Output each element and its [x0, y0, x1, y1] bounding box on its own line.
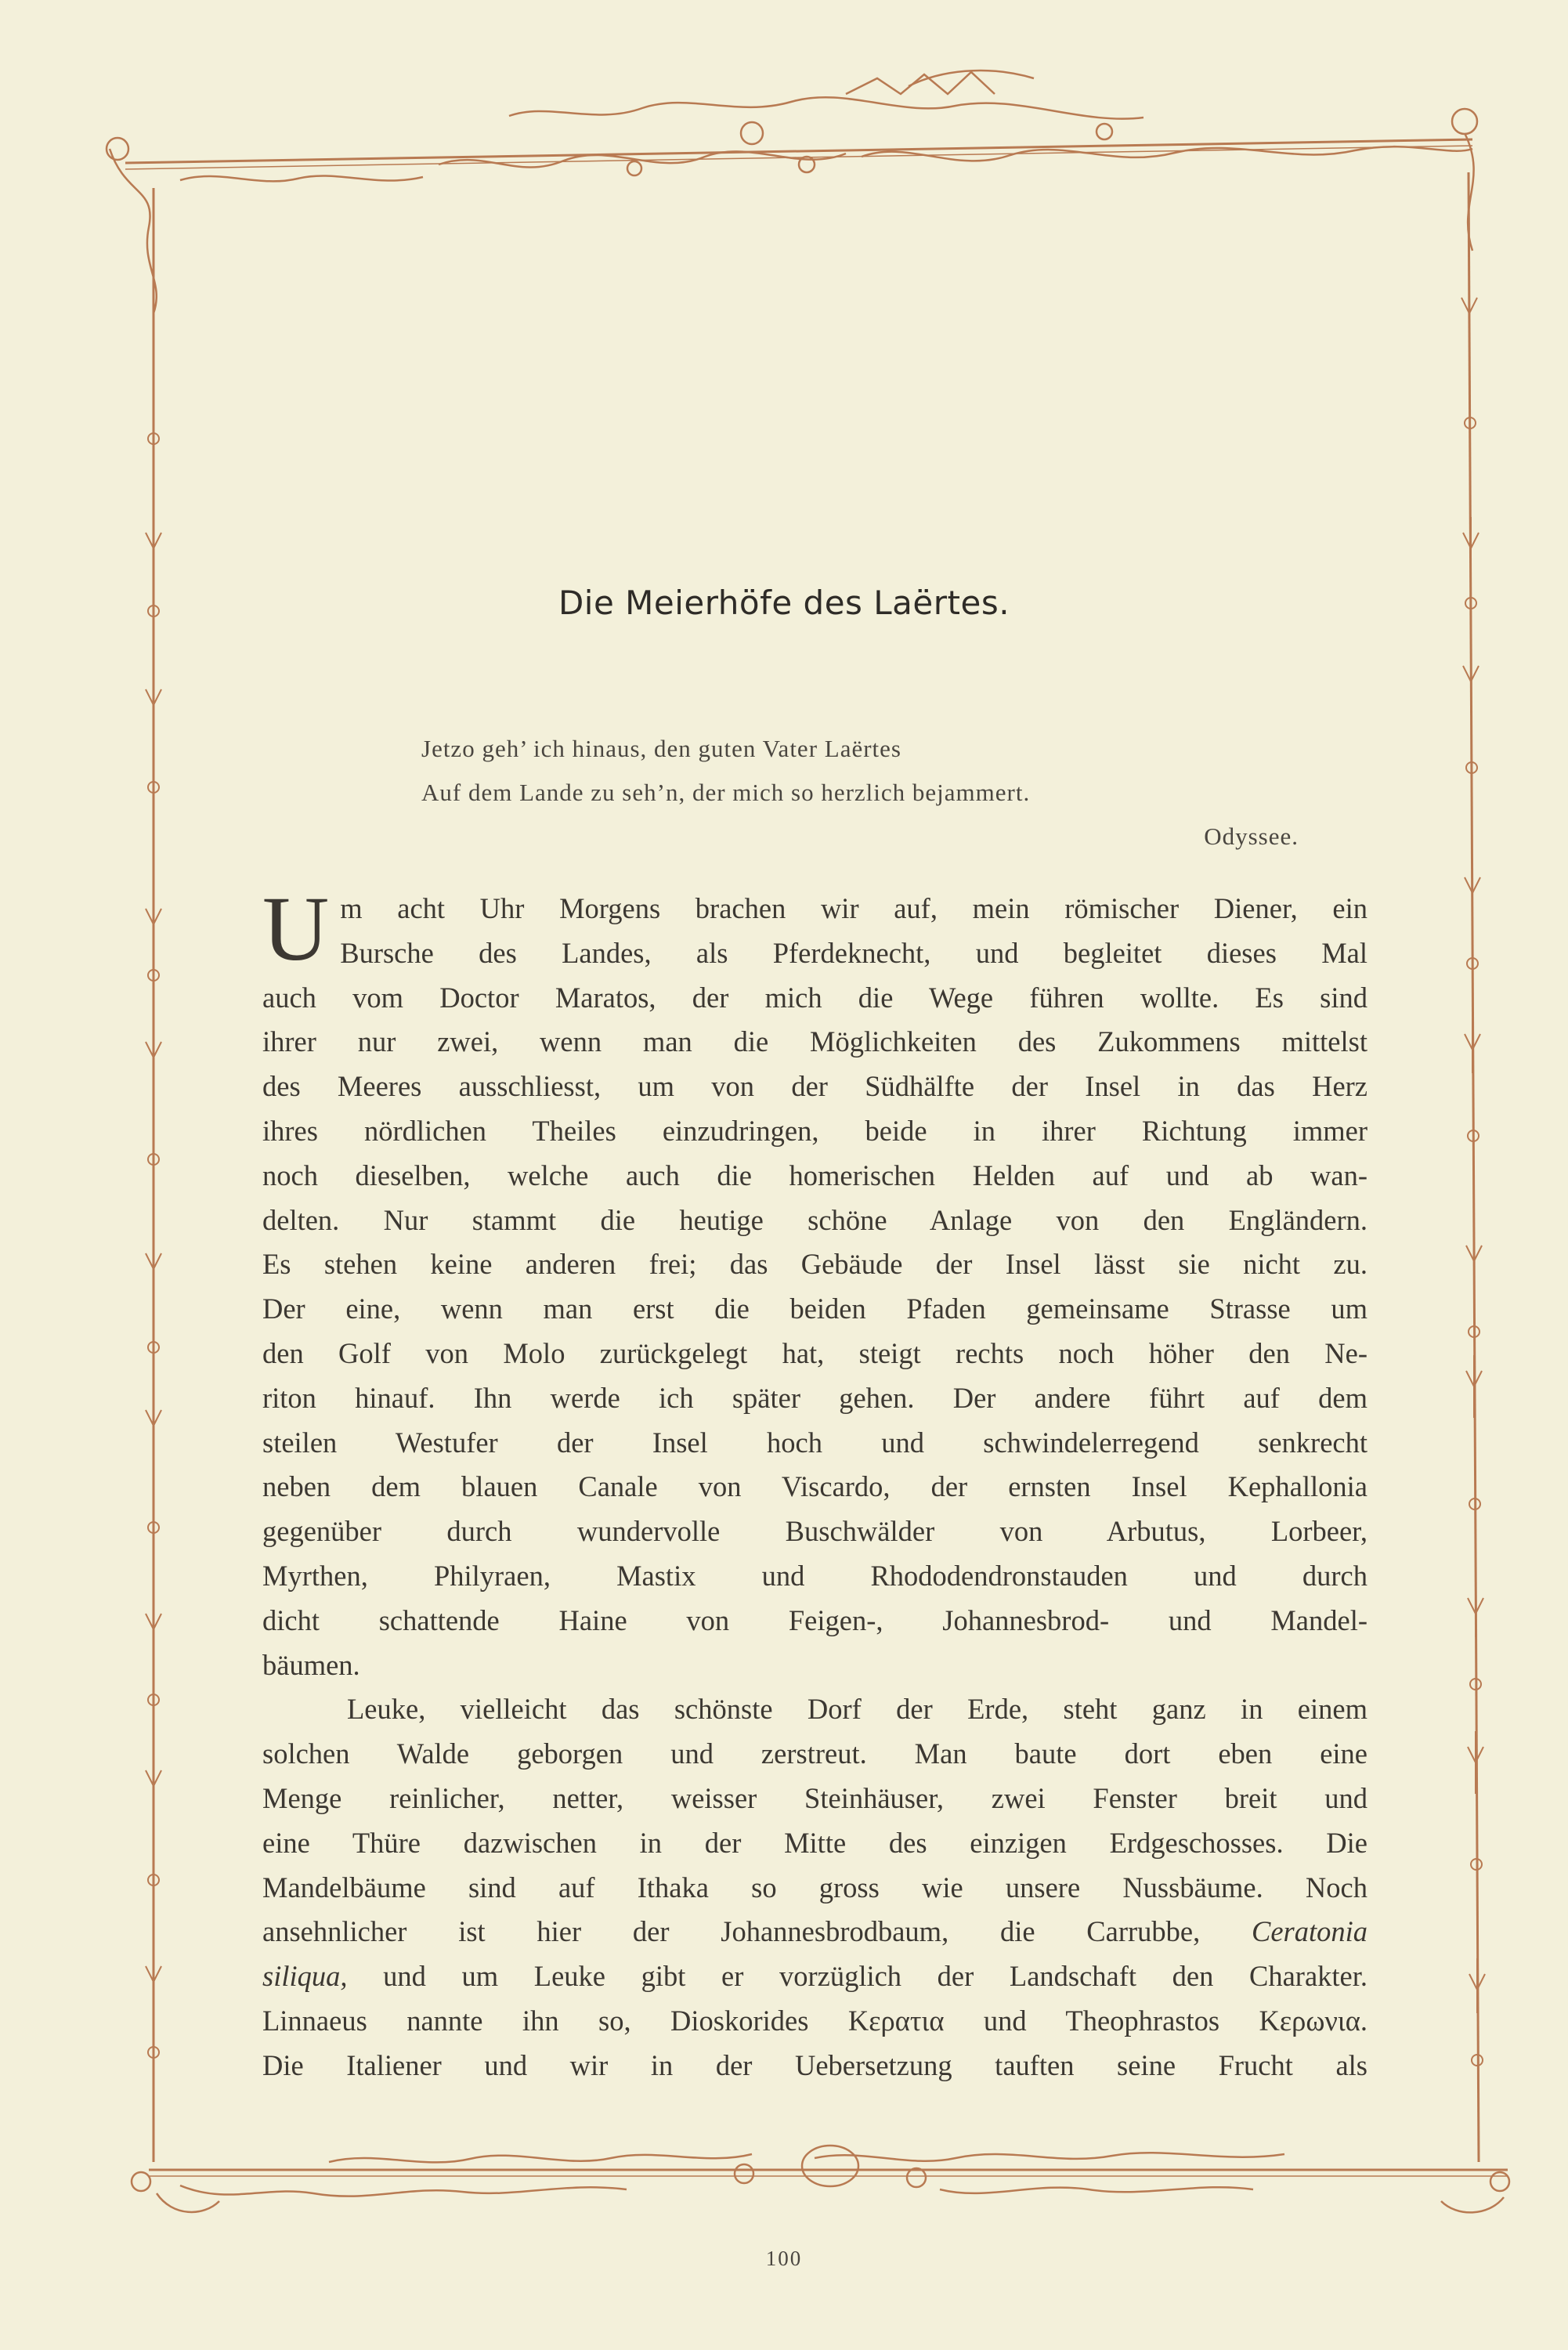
text-line: Myrthen, Philyraen, Mastix und Rhododendronstauden und durch	[262, 1559, 1367, 1592]
text-line: Menge reinlicher, netter, weisser Steinhäuser, zwei Fenster breit und	[262, 1781, 1367, 1814]
text-line: solchen Walde geborgen und zerstreut. Man baute dort eben eine	[262, 1737, 1367, 1770]
paragraph	[262, 1687, 1367, 2088]
italic-term: Ceratonia	[1251, 1915, 1368, 1948]
text-line: eine Thüre dazwischen in der Mitte des einzigen Erdgeschosses. Die	[262, 1826, 1367, 1859]
text-line: Leuke, vielleicht das schönste Dorf der Erde, steht ganz in einem	[347, 1693, 1367, 1726]
text-segment: ansehnlicher ist hier der Johannesbrodbaum, die Carrubbe,	[262, 1915, 1201, 1948]
epigraph-line: Auf dem Lande zu seh’n, der mich so herzlich bejammert.	[421, 779, 1031, 806]
italic-term: siliqua,	[262, 1960, 348, 1993]
text-line: delten. Nur stammt die heutige schöne Anlage von den Engländern.	[262, 1203, 1367, 1236]
text-line: m acht Uhr Morgens brachen wir auf, mein römischer Diener, ein	[340, 892, 1367, 924]
bottom-vine-ornament	[132, 2146, 1509, 2212]
text-line: auch vom Doctor Maratos, der mich die Wege führen wollte. Es sind	[262, 981, 1367, 1014]
text-line: den Golf von Molo zurückgelegt hat, steigt rechts noch höher den Ne-	[262, 1336, 1367, 1369]
paragraph	[262, 877, 1367, 1687]
epigraph-source: Odyssee.	[1204, 822, 1299, 850]
top-vine-ornament	[107, 70, 1477, 313]
text-line	[262, 1910, 1367, 1954]
text-line: Der eine, wenn man erst die beiden Pfaden gemeinsame Strasse um	[262, 1292, 1367, 1325]
text-line: bäumen.	[262, 1648, 360, 1681]
text-line: ihres nördlichen Theiles einzudringen, beide in ihrer Richtung immer	[262, 1114, 1367, 1147]
text-line: Die Italiener und wir in der Uebersetzung tauften seine Frucht als	[262, 2048, 1367, 2081]
text-line: steilen Westufer der Insel hoch und schwindelerregend senkrecht	[262, 1426, 1367, 1459]
epigraph-line: Jetzo geh’ ich hinaus, den guten Vater Laërtes	[421, 735, 901, 762]
text-line	[262, 1954, 1367, 1999]
text-line: ihrer nur zwei, wenn man die Möglichkeiten des Zukommens mittelst	[262, 1025, 1367, 1058]
text-line: riton hinauf. Ihn werde ich später gehen. Der andere führt auf dem	[262, 1381, 1367, 1414]
text-line: Mandelbäume sind auf Ithaka so gross wie unsere Nussbäume. Noch	[262, 1871, 1367, 1904]
text-line: Linnaeus nannte ihn so, Dioskorides Κερατια und Theophrastos Κερωνια.	[262, 2004, 1367, 2037]
body-text	[262, 877, 1368, 2088]
text-segment: und um Leuke gibt er vorzüglich der Landschaft den Charakter.	[383, 1960, 1367, 1993]
text-line: gegenüber durch wundervolle Buschwälder von Arbutus, Lorbeer,	[262, 1515, 1367, 1548]
text-line: des Meeres ausschliesst, um von der Südhälfte der Insel in das Herz	[262, 1070, 1367, 1103]
text-line: Es stehen keine anderen frei; das Gebäude der Insel lässt sie nicht zu.	[262, 1248, 1367, 1281]
text-line: dicht schattende Haine von Feigen-, Johannesbrod- und Mandel-	[262, 1603, 1367, 1636]
page-number: 100	[765, 2247, 803, 2270]
chapter-heading: Die Meierhöfe des Laërtes.	[558, 584, 1010, 622]
drop-cap: U	[262, 877, 330, 980]
epigraph	[421, 727, 1299, 859]
right-border-line	[1469, 172, 1479, 2162]
text-line: Bursche des Landes, als Pferdeknecht, und begleitet dieses Mal	[340, 936, 1367, 969]
text-line: noch dieselben, welche auch die homerischen Helden auf und ab wan-	[262, 1159, 1367, 1191]
text-line: neben dem blauen Canale von Viscardo, der ernsten Insel Kephallonia	[262, 1470, 1367, 1503]
